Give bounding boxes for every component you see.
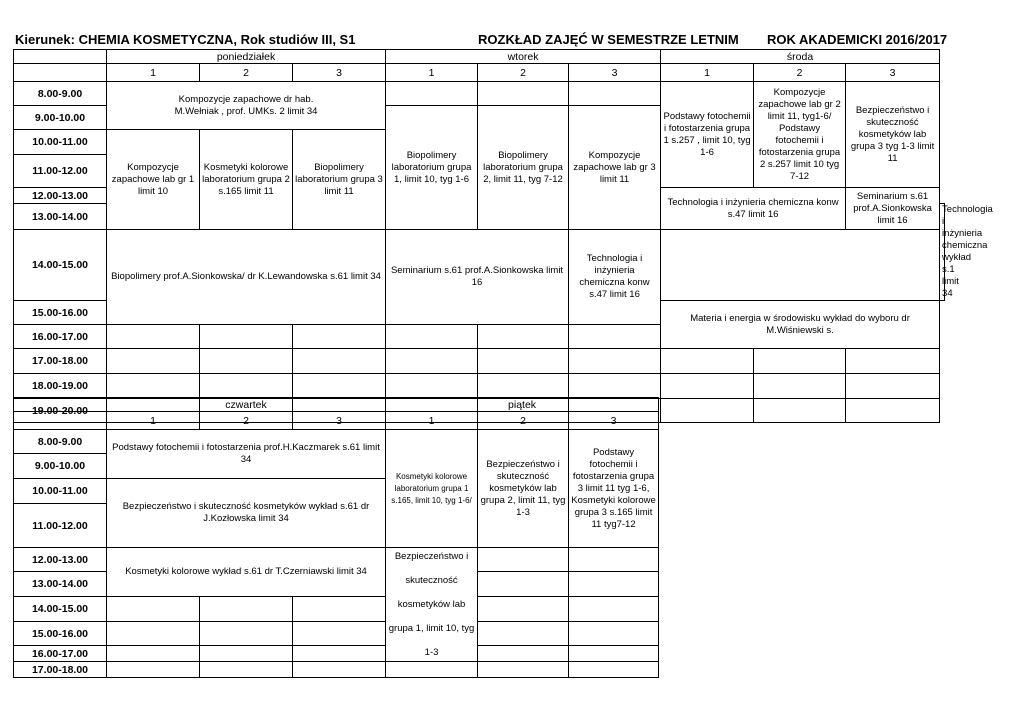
time-slot: 9.00-10.00 <box>14 106 107 130</box>
class-biopolimery-lecture: Biopolimery prof.A.Sionkowska/ dr K.Lewandowska s.61 limit 34 <box>107 230 386 325</box>
class-fotochemia-lecture: Podstawy fotochemii i fotostarzenia prof.H.Kaczmarek s.61 limit 34 <box>107 430 386 479</box>
time-slot: 13.00-14.00 <box>14 204 107 230</box>
time-slot: 10.00-11.00 <box>14 479 107 504</box>
group-number: 3 <box>569 412 659 430</box>
class-kompozycje-lab-g1: Kompozycje zapachowe lab gr 1 limit 10 <box>107 130 200 230</box>
time-slot: 14.00-15.00 <box>14 230 107 301</box>
group-number: 1 <box>661 64 754 82</box>
group-number: 1 <box>386 412 478 430</box>
class-technologia-wyklad: Technologia i inżynieria chemiczna wykład s.1 limit 34 <box>940 204 945 301</box>
class-kosmetyki-kolorowe-lab-g1: Kosmetyki kolorowe laboratorium grupa 1 s.165, limit 10, tyg 1-6/ <box>386 430 478 548</box>
day-header-tuesday: wtorek <box>386 50 661 64</box>
time-slot: 10.00-11.00 <box>14 130 107 155</box>
class-fotochemia-lab-g1: Podstawy fotochemii i fotostarzenia grupa 1 s.257 , limit 10, tyg 1-6 <box>661 82 754 188</box>
time-slot: 8.00-9.00 <box>14 430 107 454</box>
time-slot: 13.00-14.00 <box>14 572 107 597</box>
group-number: 2 <box>200 64 293 82</box>
program-title: Kierunek: CHEMIA KOSMETYCZNA, Rok studiów III, S1 <box>15 32 356 47</box>
class-kosmetyki-kolorowe-lab-g2: Kosmetyki kolorowe laboratorium grupa 2 s.165 limit 11 <box>200 130 293 230</box>
time-slot: 19.00-20.00 <box>14 399 107 423</box>
time-slot: 11.00-12.00 <box>14 155 107 188</box>
time-slot: 18.00-19.00 <box>14 374 107 399</box>
group-number: 3 <box>293 64 386 82</box>
time-slot: 12.00-13.00 <box>14 548 107 572</box>
group-number: 1 <box>107 64 200 82</box>
time-slot: 17.00-18.00 <box>14 662 107 678</box>
academic-year: ROK AKADEMICKI 2016/2017 <box>767 32 948 47</box>
class-bezpieczenstwo-lab-g1: Bezpieczeństwo i skuteczność kosmetyków lab grupa 1, limit 10, tyg 1-3 <box>386 548 478 662</box>
class-bezpieczenstwo-lab-g3: Bezpieczeństwo i skuteczność kosmetyków lab grupa 3 tyg 1-3 limit 11 <box>846 82 940 188</box>
day-header-wednesday: środa <box>661 50 940 64</box>
class-biopolimery-lab-g3: Biopolimery laboratorium grupa 3 limit 11 <box>293 130 386 230</box>
day-header-monday: poniedziałek <box>107 50 386 64</box>
group-number: 1 <box>386 64 478 82</box>
time-slot: 8.00-9.00 <box>14 82 107 106</box>
class-kompozycje-lab-g3: Kompozycje zapachowe lab gr 3 limit 11 <box>569 106 661 230</box>
class-technologia-konw: Technologia i inżynieria chemiczna konw s.47 limit 16 <box>661 188 846 230</box>
day-header-friday: piątek <box>386 398 659 412</box>
group-number: 3 <box>569 64 661 82</box>
class-bezpieczenstwo-lab-g2: Bezpieczeństwo i skuteczność kosmetyków lab grupa 2, limit 11, tyg 1-3 <box>478 430 569 548</box>
group-number: 3 <box>846 64 940 82</box>
class-seminarium: Seminarium s.61 prof.A.Sionkowska limit 16 <box>386 230 569 325</box>
time-slot: 14.00-15.00 <box>14 597 107 622</box>
class-technologia-konw: Technologia i inżynieria chemiczna konw s.47 limit 16 <box>569 230 661 325</box>
schedule-table-mon-wed <box>13 49 993 423</box>
group-number: 2 <box>478 412 569 430</box>
time-slot: 9.00-10.00 <box>14 454 107 479</box>
schedule-title: ROZKŁAD ZAJĘĆ W SEMESTRZE LETNIM <box>478 32 739 47</box>
day-header-thursday: czwartek <box>107 398 386 412</box>
group-number: 2 <box>478 64 569 82</box>
time-slot: 16.00-17.00 <box>14 325 107 349</box>
class-kompozycje-fotochemia-lab-g2: Kompozycje zapachowe lab gr 2 limit 11, tyg1-6/ Podstawy fotochemii i fotostarzenia grupa 2 s.257 limit 10 tyg 7-12 <box>754 82 846 188</box>
group-number: 2 <box>754 64 846 82</box>
class-biopolimery-lab-g2: Biopolimery laboratorium grupa 2, limit 11, tyg 7-12 <box>478 106 569 230</box>
class-bezpieczenstwo-lecture: Bezpieczeństwo i skuteczność kosmetyków wykład s.61 dr J.Kozłowska limit 34 <box>107 479 386 548</box>
class-materia-i-energia: Materia i energia w środowisku wykład do wyboru dr M.Wiśniewski s. <box>661 301 940 349</box>
class-kosmetyki-kolorowe-lecture: Kosmetyki kolorowe wykład s.61 dr T.Czerniawski limit 34 <box>107 548 386 597</box>
time-slot: 12.00-13.00 <box>14 188 107 204</box>
class-seminarium: Seminarium s.61 prof.A.Sionkowska limit 16 <box>846 188 940 230</box>
group-number: 1 <box>107 412 200 430</box>
group-number: 2 <box>200 412 293 430</box>
time-slot: 15.00-16.00 <box>14 622 107 646</box>
time-slot: 17.00-18.00 <box>14 349 107 374</box>
class-biopolimery-lab-g1: Biopolimery laboratorium grupa 1, limit 10, tyg 1-6 <box>386 106 478 230</box>
time-slot: 11.00-12.00 <box>14 504 107 548</box>
schedule-table-thu-fri <box>13 397 659 678</box>
time-slot: 15.00-16.00 <box>14 301 107 325</box>
class-fotochemia-kosmetyki-g3: Podstawy fotochemii i fotostarzenia grupa 3 limit 11 tyg 1-6, Kosmetyki kolorowe grupa 3 s.165 limit 11 tyg7-12 <box>569 430 659 548</box>
group-number: 3 <box>293 412 386 430</box>
class-kompozycje-zapachowe-lecture: Kompozycje zapachowe dr hab. M.Wełniak , prof. UMKs. 2 limit 34 <box>107 82 386 130</box>
time-slot: 16.00-17.00 <box>14 646 107 662</box>
